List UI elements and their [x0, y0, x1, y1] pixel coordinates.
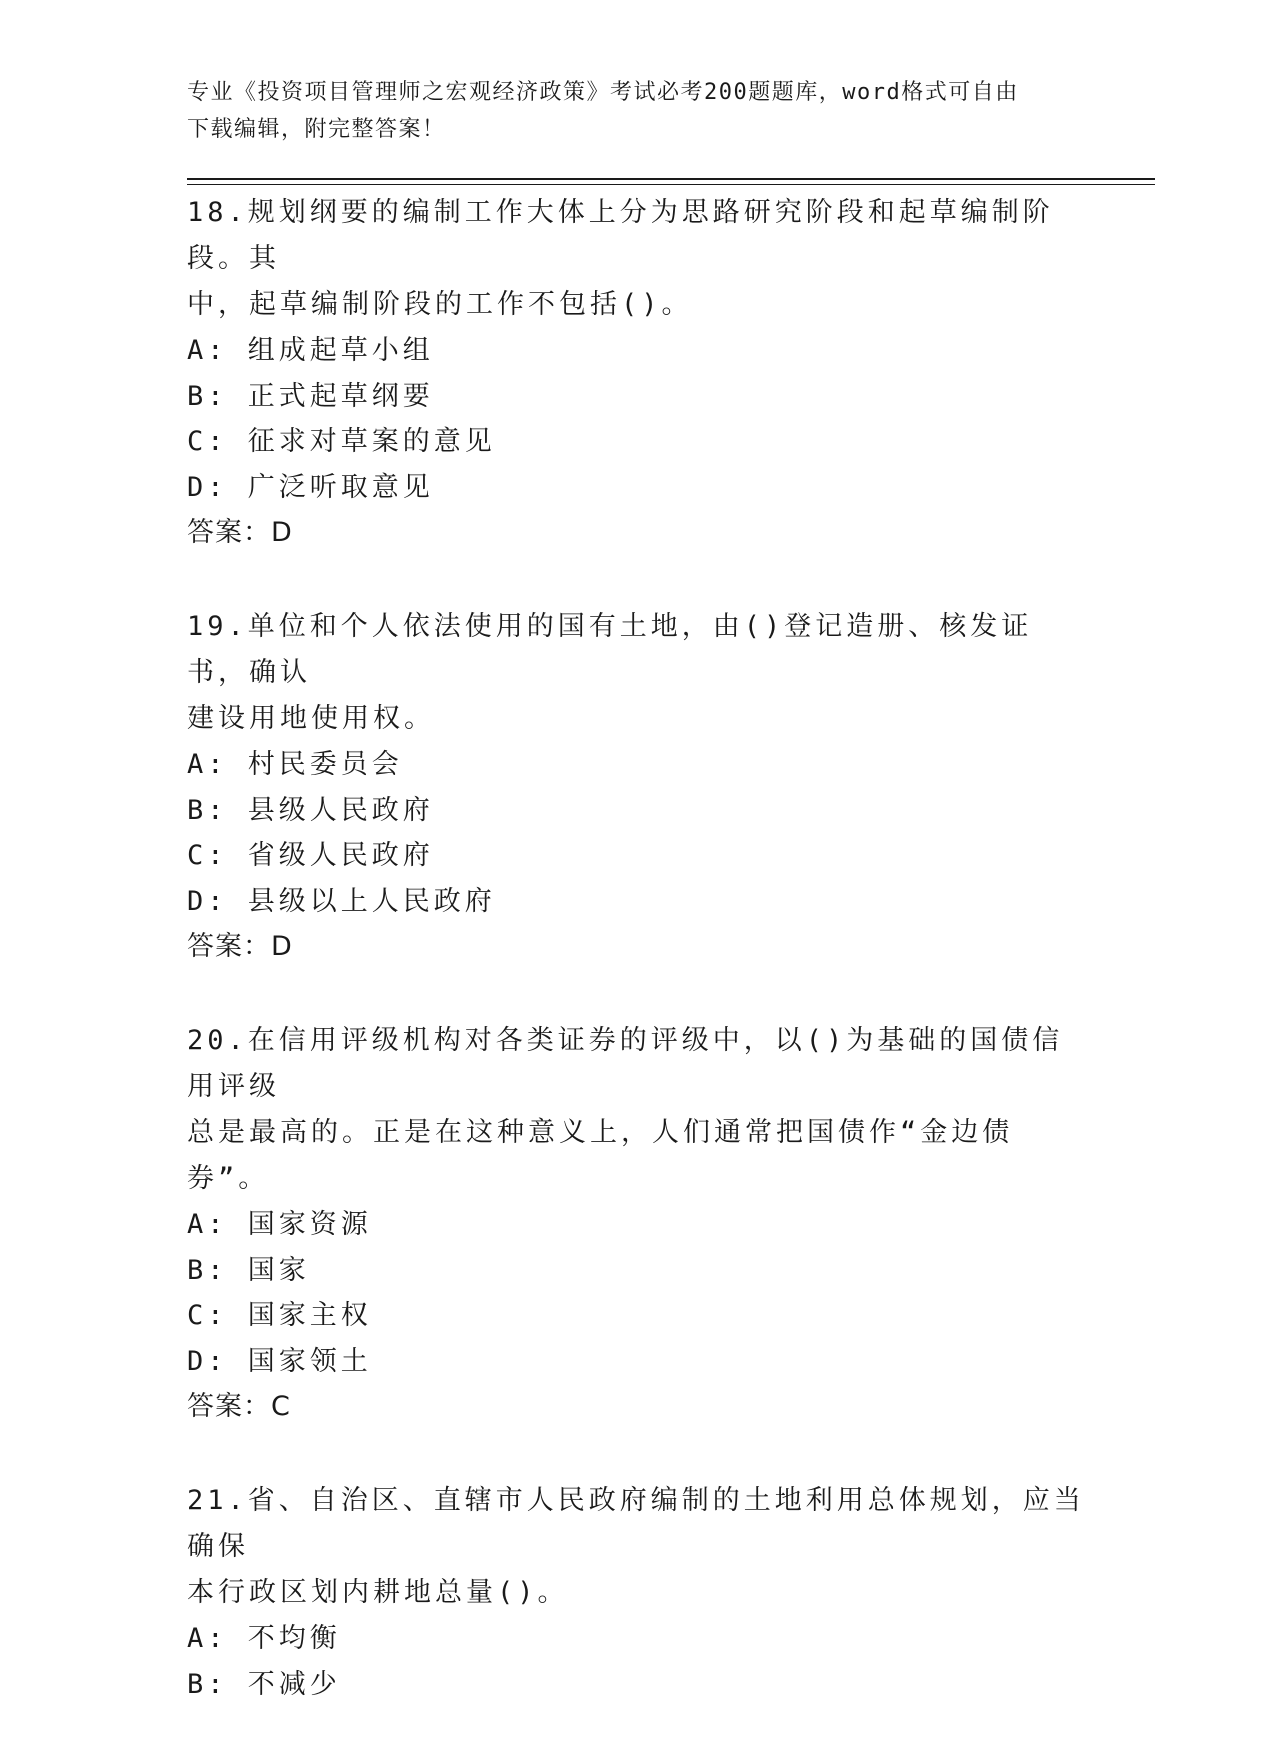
option-b: B: 正式起草纲要: [187, 380, 434, 412]
option-c: C: 国家主权: [187, 1300, 372, 1331]
option-d: D: 县级以上人民政府: [187, 885, 496, 917]
question-stem-line: 本行政区划内耕地总量()。: [187, 1577, 569, 1608]
option-c: C: 省级人民政府: [187, 840, 434, 871]
option-d: D: 广泛听取意见: [187, 471, 434, 503]
header-line-2: 下载编辑，附完整答案！: [187, 117, 446, 142]
question-stem-line: 20.在信用评级机构对各类证券的评级中，以()为基础的国债信用评级: [187, 1025, 1064, 1102]
option-a: A: 组成起草小组: [187, 335, 434, 366]
question-stem-line: 18.规划纲要的编制工作大体上分为思路研究阶段和起草编制阶段。其: [187, 197, 1054, 274]
question-stem-line: 19.单位和个人依法使用的国有土地，由()登记造册、核发证书，确认: [187, 611, 1033, 688]
option-b: B: 国家: [187, 1254, 310, 1286]
option-b: B: 不减少: [187, 1668, 341, 1700]
option-d: D: 国家领土: [187, 1345, 372, 1377]
question-stem-line: 21.省、自治区、直辖市人民政府编制的土地利用总体规划，应当确保: [187, 1485, 1085, 1562]
question-stem-line: 总是最高的。正是在这种意义上，人们通常把国债作“金边债券”。: [187, 1117, 1014, 1194]
question-stem-line: 建设用地使用权。: [187, 703, 435, 734]
question-21: [187, 1478, 1087, 1707]
answer-line: 答案：D: [187, 931, 293, 962]
option-c: C: 征求对草案的意见: [187, 426, 496, 457]
header-line-1: 专业《投资项目管理师之宏观经济政策》考试必考200题题库，word格式可自由: [187, 80, 1019, 105]
question-list: [187, 190, 1087, 1755]
document-header: [187, 74, 1087, 148]
option-b: B: 县级人民政府: [187, 794, 434, 826]
question-20: [187, 1018, 1087, 1430]
header-divider-thin: [187, 184, 1155, 185]
question-18: [187, 190, 1087, 556]
option-a: A: 国家资源: [187, 1209, 372, 1240]
header-divider-thick: [187, 178, 1155, 180]
answer-line: 答案：D: [187, 517, 293, 548]
question-stem-line: 中，起草编制阶段的工作不包括()。: [187, 289, 693, 320]
answer-line: 答案：C: [187, 1391, 291, 1422]
option-a: A: 村民委员会: [187, 749, 403, 780]
question-19: [187, 604, 1087, 970]
option-a: A: 不均衡: [187, 1623, 341, 1654]
